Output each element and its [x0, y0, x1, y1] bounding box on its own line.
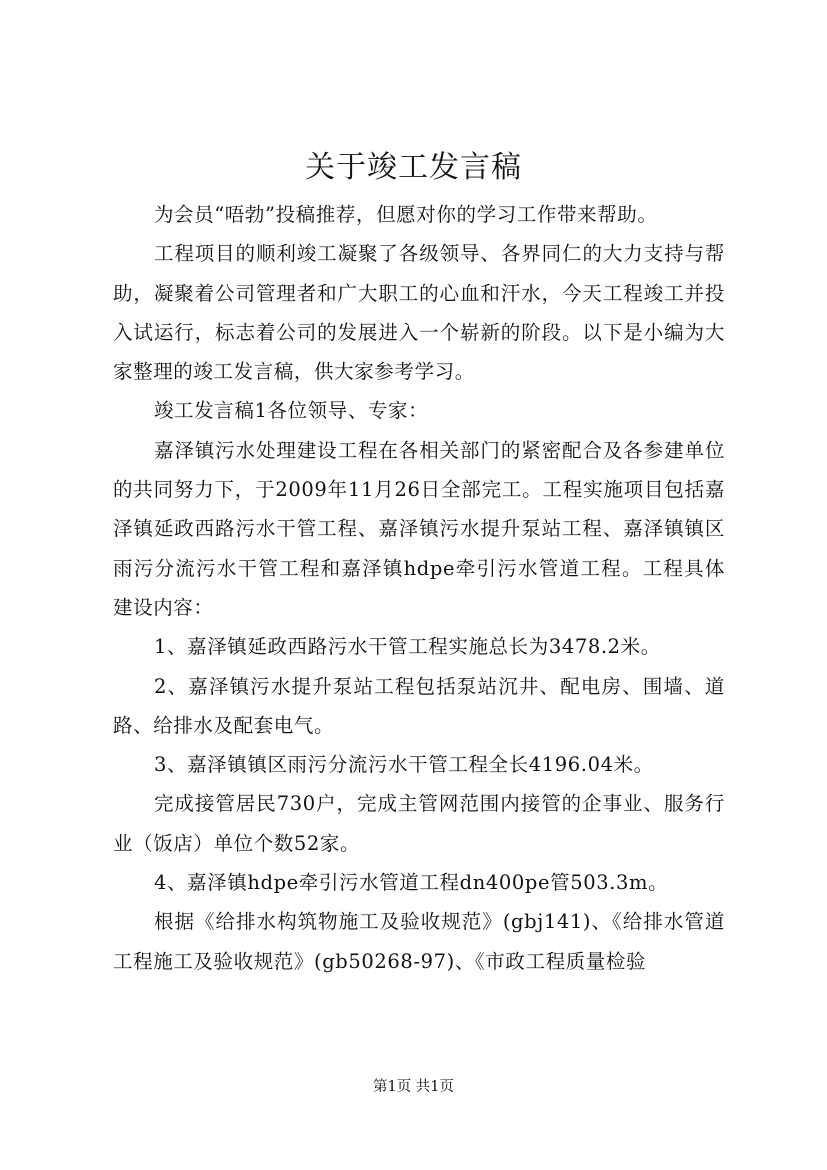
paragraph-salutation: 竣工发言稿1各位领导、专家：: [153, 399, 429, 423]
page-footer: 第1页 共1页: [372, 1079, 455, 1095]
paragraph-standards: 根据《给排水构筑物施工及验收规范》(gbj141)、《给排水管道工程施工及验收规范》(gb50268-97)、《市政工程质量检验: [113, 910, 725, 973]
paragraph-item-2: 2、嘉泽镇污水提升泵站工程包括泵站沉井、配电房、围墙、道路、给排水及配套电气。: [113, 674, 725, 737]
document-title: 关于竣工发言稿: [305, 150, 522, 185]
paragraph-item-1: 1、嘉泽镇延政西路污水干管工程实施总长为3478.2米。: [153, 635, 661, 659]
paragraph-connections: 完成接管居民730户，完成主管网范围内接管的企事业、服务行业（饭店）单位个数52家。: [113, 792, 725, 855]
paragraph-item-3: 3、嘉泽镇镇区雨污分流污水干管工程全长4196.04米。: [153, 753, 654, 777]
paragraph-opening: 工程项目的顺利竣工凝聚了各级领导、各界同仁的大力支持与帮助，凝聚着公司管理者和广大职工的心血和汗水，今天工程竣工并投入试运行，标志着公司的发展进入一个崭新的阶段。以下是小编为大家整理的竣工发言稿，供大家参考学习。: [113, 242, 725, 384]
paragraph-intro: 为会员“唔勃”投稿推荐，但愿对你的学习工作带来帮助。: [153, 203, 658, 226]
paragraph-project-overview: 嘉泽镇污水处理建设工程在各相关部门的紧密配合及各参建单位的共同努力下，于2009年11月26日全部完工。工程实施项目包括嘉泽镇延政西路污水干管工程、嘉泽镇污水提升泵站工程、嘉泽镇镇区雨污分流污水干管工程和嘉泽镇hdpe牵引污水管道工程。工程具体建设内容：: [113, 438, 725, 619]
paragraph-item-4: 4、嘉泽镇hdpe牵引污水管道工程dn400pe管503.3m。: [153, 871, 669, 895]
document-body: [113, 195, 725, 981]
